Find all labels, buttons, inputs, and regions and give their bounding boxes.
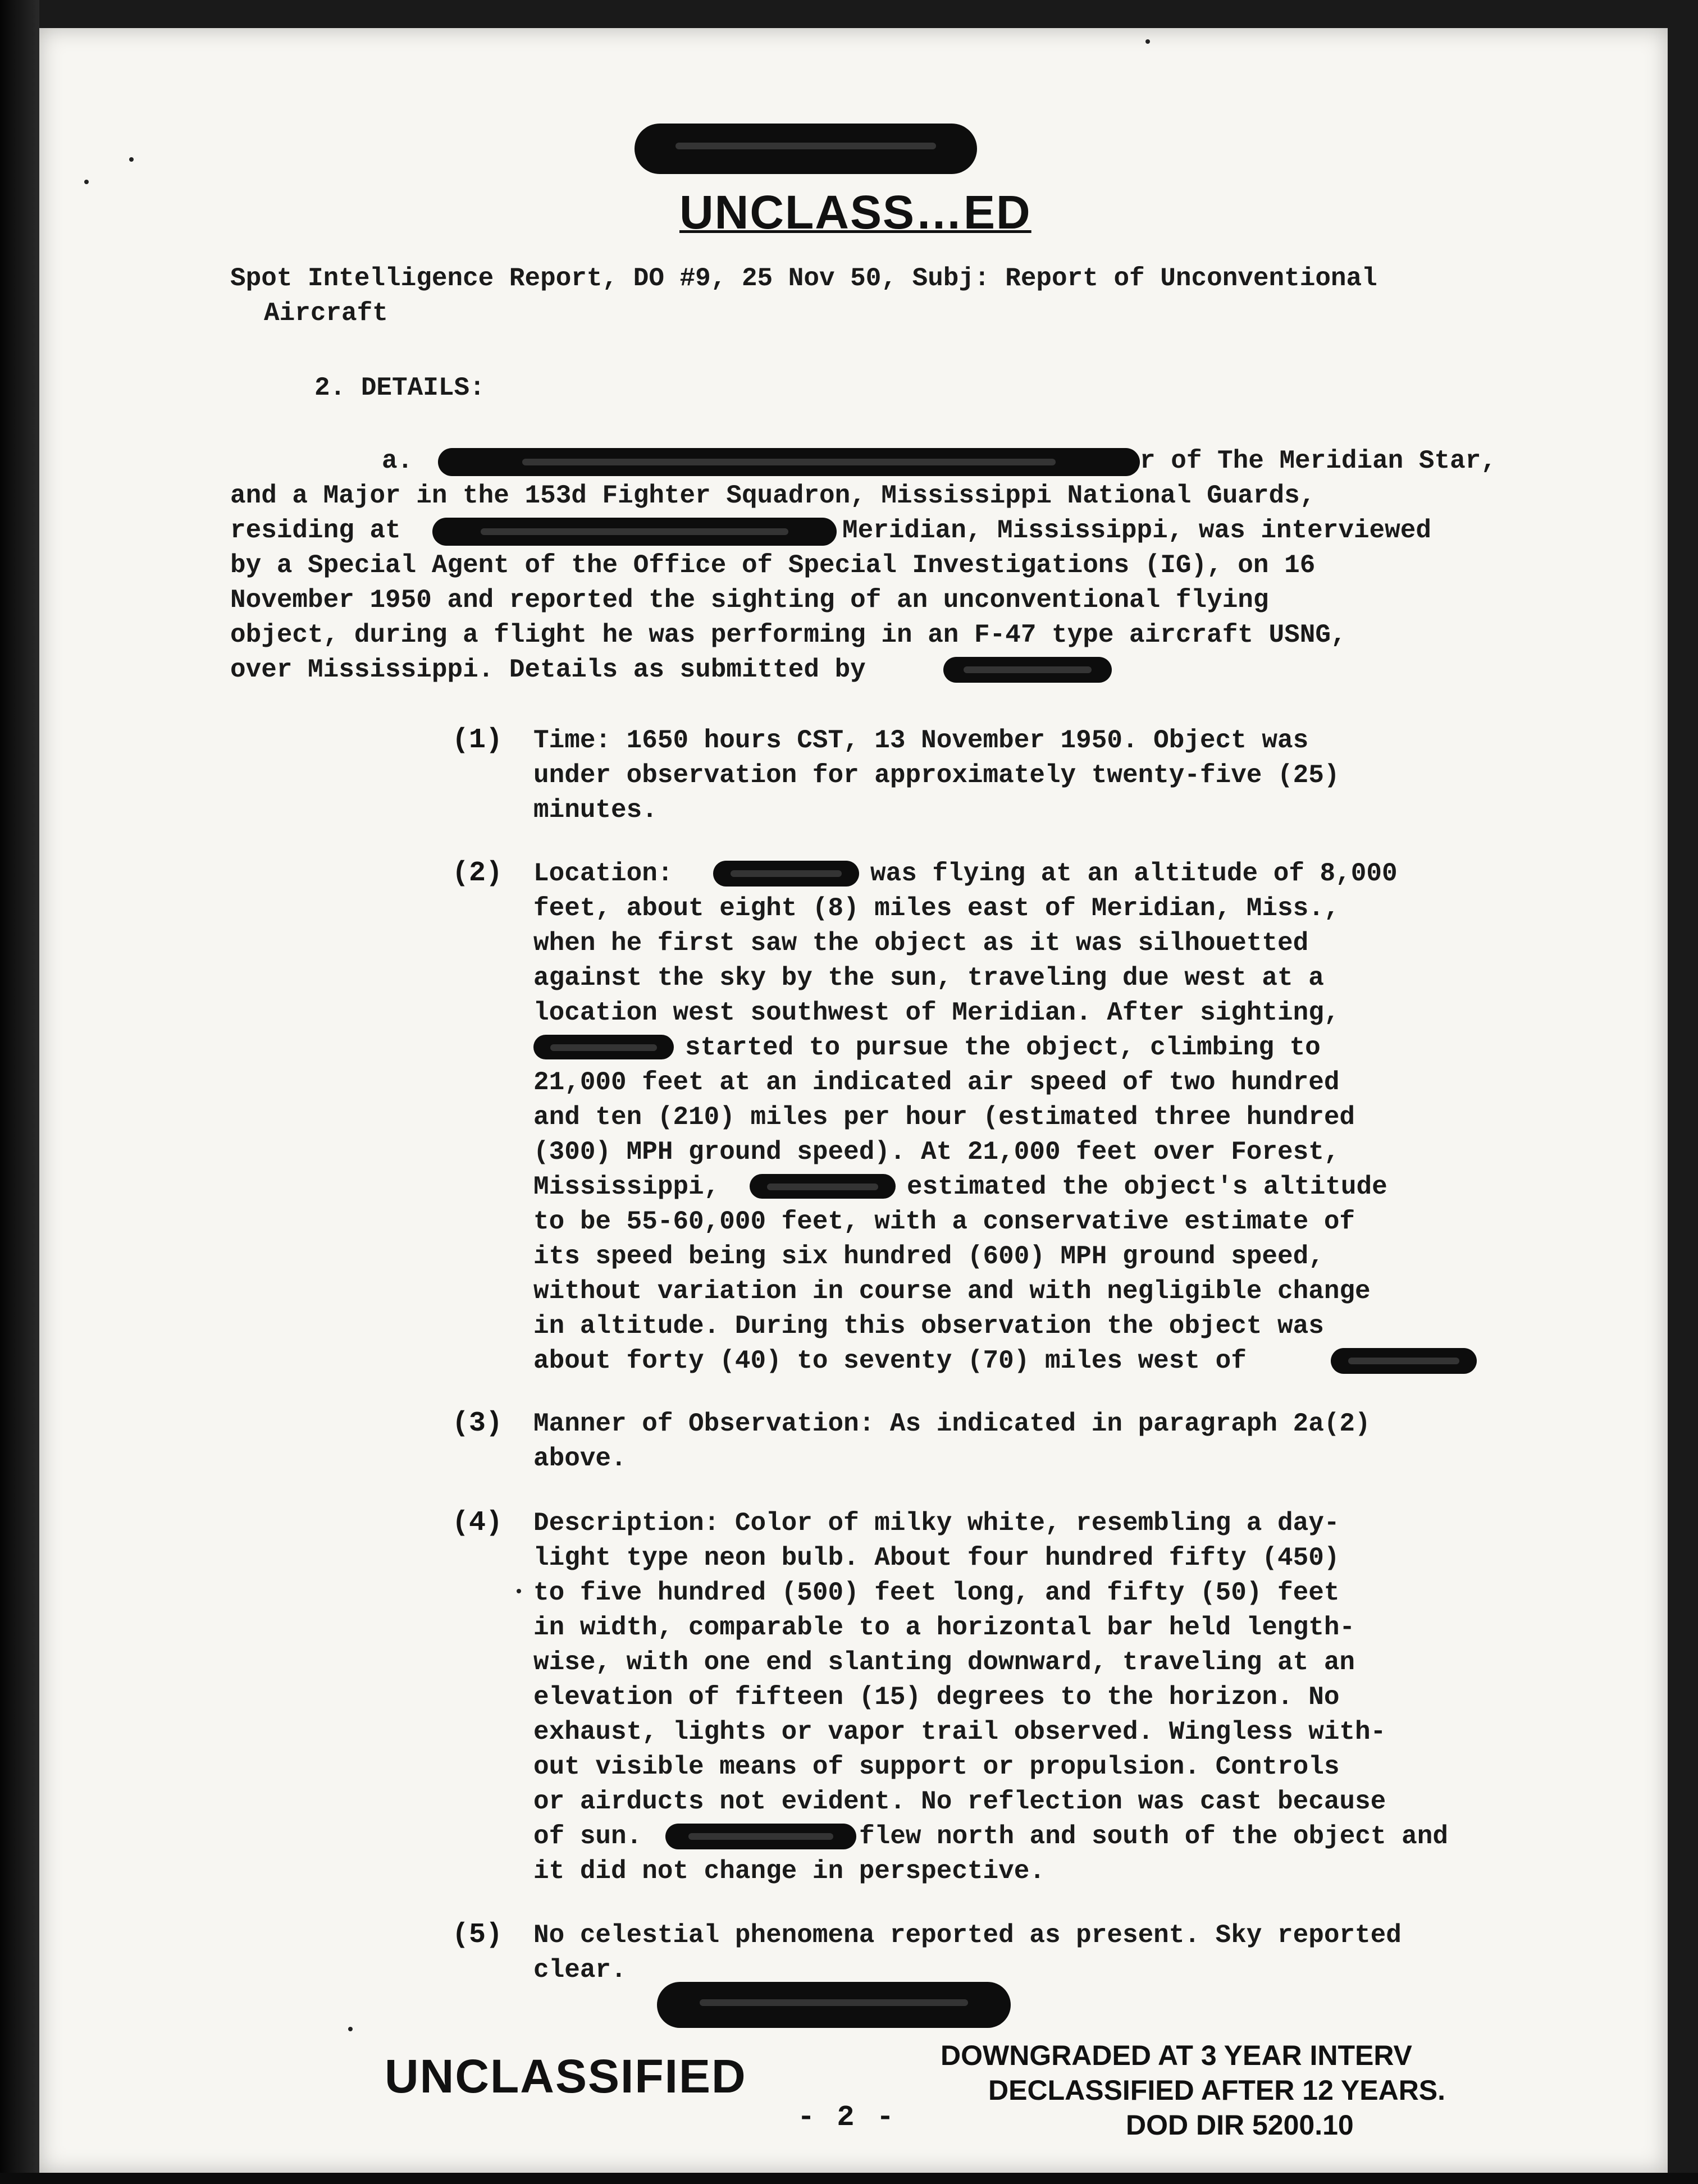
paragraph-a-line-5: November 1950 and reported the sighting of an unconventional flying <box>230 586 1269 615</box>
redaction-submitter <box>943 657 1112 683</box>
paragraph-a-line-3-start: residing at <box>230 516 401 545</box>
classification-stamp-top: UNCLASS…ED <box>679 186 1031 239</box>
item-4-line-9: or airducts not evident. No reflection was cast because <box>533 1787 1386 1816</box>
redaction-address <box>432 518 837 546</box>
item-2-line-14: in altitude. During this observation the object was <box>533 1312 1324 1341</box>
item-3-line-1: Manner of Observation: As indicated in paragraph 2a(2) <box>533 1409 1371 1438</box>
redaction-location <box>1331 1348 1477 1374</box>
item-2-line-3: when he first saw the object as it was silhouetted <box>533 929 1309 958</box>
item-4-line-3: to five hundred (500) feet long, and fifty (50) feet <box>533 1578 1340 1607</box>
item-4-line-1: Description: Color of milky white, resembling a day- <box>533 1509 1340 1538</box>
item-3-number: (3) <box>452 1408 503 1440</box>
item-2-line-1: Location: <box>533 859 673 888</box>
page-number: - 2 - <box>797 2101 897 2134</box>
scan-speck <box>84 180 89 184</box>
scan-speck <box>129 157 134 162</box>
downgrade-line-2: DECLASSIFIED AFTER 12 YEARS. <box>988 2075 1446 2106</box>
item-4-line-4: in width, comparable to a horizontal bar held length- <box>533 1613 1355 1642</box>
item-4-line-5: wise, with one end slanting downward, traveling at an <box>533 1648 1355 1677</box>
item-1-line-1: Time: 1650 hours CST, 13 November 1950. Object was <box>533 726 1309 755</box>
item-2-line-10: Mississippi, <box>533 1172 720 1201</box>
scan-frame-bottom <box>0 2173 1698 2184</box>
item-4-line-2: light type neon bulb. About four hundred fifty (450) <box>533 1543 1340 1573</box>
redaction-pilot-2 <box>533 1035 674 1059</box>
item-4-line-10: of sun. <box>533 1822 642 1851</box>
item-3-line-2: above. <box>533 1444 627 1473</box>
item-2-line-12: its speed being six hundred (600) MPH ground speed, <box>533 1242 1324 1271</box>
item-2-line-2: feet, about eight (8) miles east of Meridian, Miss., <box>533 894 1340 923</box>
scan-frame-left <box>0 0 39 2184</box>
item-4-line-7: exhaust, lights or vapor trail observed. Wingless with- <box>533 1717 1386 1747</box>
paragraph-a-line-3-end: Meridian, Mississippi, was interviewed <box>842 516 1431 545</box>
paragraph-a-line-2: and a Major in the 153d Fighter Squadron, Mississippi National Guards, <box>230 481 1316 510</box>
item-4-line-6: elevation of fifteen (15) degrees to the horizon. No <box>533 1683 1340 1712</box>
scan-speck <box>1145 39 1150 44</box>
subject-line-2: Aircraft <box>264 299 388 328</box>
item-2-line-10-end: estimated the object's altitude <box>907 1172 1387 1201</box>
paragraph-a-label: a. <box>382 446 413 476</box>
item-2-line-5: location west southwest of Meridian. After sighting, <box>533 998 1340 1027</box>
redaction-pilot-3 <box>750 1174 896 1199</box>
paragraph-a-line-6: object, during a flight he was performing in an F-47 type aircraft USNG, <box>230 620 1346 650</box>
scan-speck <box>348 2027 353 2031</box>
redaction-name <box>438 448 1140 476</box>
item-2-number: (2) <box>452 857 503 889</box>
item-1-line-2: under observation for approximately twenty-five (25) <box>533 761 1340 790</box>
item-5-line-2: clear. <box>533 1955 627 1985</box>
item-5-line-1: No celestial phenomena reported as present. Sky reported <box>533 1921 1402 1950</box>
downgrade-line-1: DOWNGRADED AT 3 YEAR INTERV <box>941 2040 1412 2071</box>
redaction-bottom-classification <box>657 1982 1011 2028</box>
item-2-line-7: 21,000 feet at an indicated air speed of two hundred <box>533 1068 1340 1097</box>
redaction-top-classification <box>635 124 977 174</box>
classification-stamp-bottom: UNCLASSIFIED <box>385 2050 747 2103</box>
item-4-number: (4) <box>452 1507 503 1539</box>
document-page <box>39 28 1668 2173</box>
item-1-line-3: minutes. <box>533 796 658 825</box>
item-2-line-9: (300) MPH ground speed). At 21,000 feet over Forest, <box>533 1137 1340 1167</box>
item-2-line-1-end: was flying at an altitude of 8,000 <box>870 859 1398 888</box>
item-2-line-4: against the sky by the sun, traveling due west at a <box>533 963 1324 993</box>
paragraph-a-line-4: by a Special Agent of the Office of Special Investigations (IG), on 16 <box>230 551 1316 580</box>
item-2-line-15: about forty (40) to seventy (70) miles west of <box>533 1346 1247 1376</box>
item-2-line-6: started to pursue the object, climbing to <box>685 1033 1321 1062</box>
item-2-line-11: to be 55-60,000 feet, with a conservative estimate of <box>533 1207 1355 1236</box>
redaction-pilot-1 <box>713 861 859 887</box>
item-4-line-8: out visible means of support or propulsion. Controls <box>533 1752 1340 1781</box>
downgrade-line-3: DOD DIR 5200.10 <box>1126 2109 1354 2141</box>
section-heading: 2. DETAILS: <box>314 373 485 403</box>
redaction-pilot-4 <box>665 1824 856 1849</box>
item-4-line-11: it did not change in perspective. <box>533 1857 1045 1886</box>
item-2-line-8: and ten (210) miles per hour (estimated three hundred <box>533 1103 1355 1132</box>
scan-speck <box>517 1589 521 1593</box>
paragraph-a-line-7-start: over Mississippi. Details as submitted by <box>230 655 866 684</box>
subject-line-1: Spot Intelligence Report, DO #9, 25 Nov 50, Subj: Report of Unconventional <box>230 264 1377 293</box>
item-5-number: (5) <box>452 1919 503 1951</box>
item-1-number: (1) <box>452 724 503 756</box>
item-4-line-10-end: flew north and south of the object and <box>859 1822 1448 1851</box>
item-2-line-13: without variation in course and with negligible change <box>533 1277 1371 1306</box>
paragraph-a-line-1-end: r of The Meridian Star, <box>1140 446 1496 476</box>
